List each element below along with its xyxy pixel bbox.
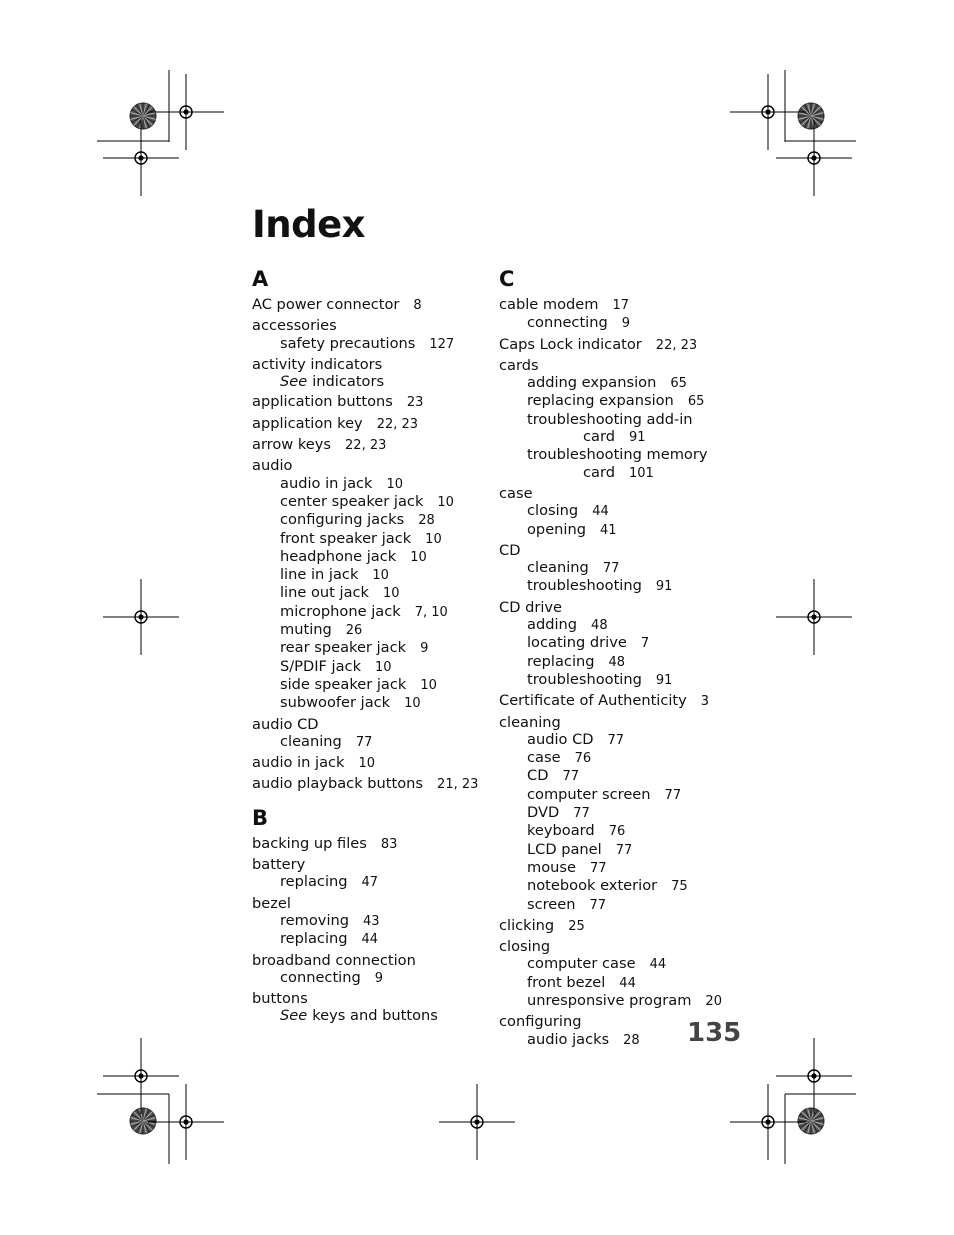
page-reference: 127 (429, 336, 455, 352)
page-reference: 10 (404, 696, 421, 712)
index-entry (252, 895, 487, 912)
page-reference: 10 (425, 531, 442, 547)
index-term: front speaker jack (280, 529, 412, 547)
crop-mark-line (96, 140, 170, 142)
index-term: audio in jack (252, 754, 345, 772)
index-term: cards (499, 356, 539, 374)
index-term: troubleshooting (527, 670, 642, 688)
page-reference: 76 (608, 824, 626, 840)
index-term: cable modem (499, 296, 599, 313)
index-term: adding (527, 616, 578, 634)
page-reference: 7, 10 (414, 604, 448, 620)
index-subentry (252, 639, 487, 657)
page-reference: 10 (372, 568, 389, 584)
page-reference: 10 (437, 494, 454, 510)
index-entry (499, 296, 739, 314)
page-reference: 77 (589, 860, 607, 876)
index-subentry (499, 634, 739, 652)
index-term: buttons (252, 990, 308, 1008)
index-subentry (252, 912, 487, 930)
index-term: front bezel (527, 973, 606, 991)
crop-mark-line (96, 1093, 170, 1095)
index-entry (252, 856, 487, 873)
index-term: computer case (527, 955, 636, 973)
index-subentry (499, 446, 739, 463)
page-reference: 17 (612, 298, 630, 313)
index-subentry (499, 992, 739, 1010)
index-subentry (499, 671, 739, 689)
index-subentry (499, 877, 739, 895)
page-reference: 23 (406, 395, 424, 411)
section-letter: C (499, 267, 515, 291)
index-term: connecting (280, 968, 361, 986)
page-reference: 22, 23 (655, 337, 698, 353)
index-term: Caps Lock indicator (499, 335, 642, 353)
page-reference: 9 (374, 970, 384, 986)
index-entry (252, 296, 487, 314)
page-reference: 26 (345, 623, 363, 639)
see-label: See (280, 373, 308, 391)
page-reference: 44 (361, 932, 379, 948)
index-term: broadband connection (252, 951, 416, 969)
crop-mark-line (784, 140, 857, 142)
page-reference: 77 (573, 806, 590, 822)
page-reference: 77 (589, 897, 607, 913)
index-term: CD (527, 767, 549, 785)
index-subentry (499, 502, 739, 520)
page-reference: 8 (413, 298, 422, 313)
see-reference: keys and buttons (312, 1007, 438, 1025)
index-subentry (252, 873, 487, 891)
page-reference: 77 (664, 787, 682, 803)
index-term: audio CD (527, 730, 594, 748)
index-term: connecting (527, 314, 608, 332)
page-reference: 10 (358, 756, 376, 772)
page-reference: 65 (670, 376, 687, 392)
index-subentry (499, 896, 739, 914)
index-column-right (499, 266, 742, 1049)
index-term: accessories (252, 317, 337, 335)
page-reference: 83 (380, 836, 398, 852)
index-entry (499, 336, 739, 354)
page-reference: 10 (410, 549, 427, 565)
registration-crosshair (776, 1038, 852, 1114)
crop-mark-line (168, 69, 170, 143)
page-reference: 43 (363, 913, 380, 929)
index-term: cleaning (499, 713, 561, 731)
index-entry (499, 692, 739, 710)
index-term: clicking (499, 916, 555, 934)
registration-crosshair (776, 120, 852, 196)
index-term: troubleshooting memory (527, 446, 708, 464)
page-reference: 44 (649, 957, 667, 973)
page-reference: 48 (608, 654, 626, 670)
index-subentry (252, 530, 487, 548)
crop-mark-line (168, 1093, 170, 1165)
index-entry (499, 542, 739, 559)
crop-mark-line (784, 69, 786, 143)
index-entry (252, 356, 487, 373)
page-title: Index (252, 203, 366, 246)
index-entry (252, 990, 487, 1007)
index-entry (252, 457, 487, 474)
page-reference: 77 (355, 734, 373, 750)
section-letter: A (252, 267, 269, 291)
index-subentry (499, 616, 739, 634)
index-term: keyboard (527, 822, 595, 840)
crop-mark-line (784, 1093, 786, 1165)
index-subentry (252, 373, 487, 390)
index-term: audio jacks (527, 1030, 610, 1048)
page-reference: 44 (619, 975, 636, 991)
index-entry (252, 317, 487, 334)
index-term: closing (527, 502, 579, 520)
index-entry (499, 599, 739, 616)
index-term: adding expansion (527, 374, 657, 392)
index-term: audio CD (252, 715, 319, 733)
page-reference: 101 (628, 465, 654, 481)
index-term: AC power connector (252, 296, 400, 313)
page-reference: 9 (420, 641, 429, 657)
index-term: application buttons (252, 393, 393, 411)
index-term: troubleshooting add-in (527, 410, 693, 428)
index-subentry (252, 493, 487, 511)
index-subentry (252, 335, 487, 353)
index-term: case (527, 749, 561, 767)
index-subentry (499, 731, 739, 749)
index-term: replacing (280, 873, 348, 891)
section-letter: B (252, 805, 269, 830)
index-term: configuring (499, 1013, 582, 1031)
index-subentry (499, 521, 739, 539)
index-entry (252, 716, 487, 733)
index-term: safety precautions (280, 334, 416, 352)
page-reference: 76 (574, 751, 592, 767)
index-subentry (252, 511, 487, 529)
see-reference: indicators (312, 373, 385, 391)
index-term: removing (280, 911, 350, 929)
page-reference: 47 (361, 875, 379, 891)
index-subentry (499, 374, 739, 392)
page-reference: 10 (375, 659, 392, 675)
index-subentry (499, 804, 739, 822)
page-reference: 25 (568, 918, 585, 934)
index-entry (252, 415, 487, 433)
page-reference: 10 (386, 476, 404, 492)
see-label: See (280, 1007, 308, 1025)
page-number: 135 (687, 1018, 742, 1048)
index-subentry (252, 566, 487, 584)
index-term: cleaning (527, 559, 589, 577)
index-entry (499, 714, 739, 731)
index-term: closing (499, 938, 551, 956)
page-reference: 91 (628, 430, 646, 446)
index-term: activity indicators (252, 355, 383, 373)
registration-crosshair (439, 1084, 515, 1160)
index-term: battery (252, 856, 306, 874)
index-term: configuring jacks (280, 511, 405, 529)
index-subentry (499, 314, 739, 332)
page-reference: 9 (621, 316, 631, 332)
index-entry (252, 775, 487, 793)
index-subentry (499, 392, 739, 410)
index-term: audio playback buttons (252, 775, 424, 793)
index-subentry (252, 658, 487, 676)
index-entry (499, 938, 739, 955)
index-subentry (252, 621, 487, 639)
index-subentry (252, 969, 487, 987)
index-subentry (252, 694, 487, 712)
index-subentry (499, 974, 739, 992)
index-term: side speaker jack (280, 675, 407, 693)
index-term: backing up files (252, 834, 367, 852)
index-term: screen (527, 895, 576, 913)
page-reference: 77 (602, 561, 620, 577)
index-term: DVD (527, 804, 560, 822)
page-reference: 22, 23 (376, 416, 419, 432)
index-subentry (499, 767, 739, 785)
page-reference: 10 (420, 677, 437, 693)
index-entry (252, 754, 487, 772)
index-subentry (499, 559, 739, 577)
index-subentry (499, 411, 739, 428)
index-entry (252, 436, 487, 454)
index-term: center speaker jack (280, 492, 424, 510)
page-reference: 75 (671, 879, 688, 895)
index-term: rear speaker jack (280, 639, 407, 657)
index-column-left (252, 266, 487, 1025)
page-reference: 44 (592, 504, 609, 520)
index-term: muting (280, 621, 332, 639)
index-term: card (583, 428, 615, 446)
page-reference: 77 (562, 769, 579, 785)
page-reference: 41 (600, 522, 617, 538)
index-term: arrow keys (252, 436, 332, 454)
index-term: audio (252, 457, 293, 475)
index-subentry (499, 464, 739, 482)
index-term: headphone jack (280, 547, 397, 565)
index-term: subwoofer jack (280, 694, 391, 712)
index-term: Certificate of Authenticity (499, 692, 687, 710)
index-term: troubleshooting (527, 577, 642, 595)
page-reference: 91 (655, 672, 673, 688)
index-entry (252, 835, 487, 853)
page-reference: 7 (640, 636, 650, 652)
page-reference: 91 (655, 579, 673, 595)
index-subentry (499, 749, 739, 767)
page-reference: 10 (383, 586, 400, 602)
page-reference: 28 (418, 513, 435, 529)
index-term: line out jack (280, 584, 369, 602)
index-entry (499, 357, 739, 374)
index-subentry (499, 955, 739, 973)
index-entry (252, 393, 487, 411)
index-subentry (252, 584, 487, 602)
index-term: line in jack (280, 566, 359, 584)
index-subentry (252, 603, 487, 621)
index-term: replacing (280, 930, 348, 948)
index-term: replacing (527, 652, 595, 670)
page-reference: 77 (615, 842, 633, 858)
index-term: opening (527, 520, 586, 538)
index-subentry (499, 786, 739, 804)
index-term: application key (252, 414, 363, 432)
index-term: card (583, 463, 615, 481)
index-subentry (252, 676, 487, 694)
index-entry (499, 485, 739, 502)
index-term: bezel (252, 894, 291, 912)
index-subentry (499, 859, 739, 877)
index-term: computer screen (527, 785, 651, 803)
index-term: mouse (527, 858, 576, 876)
index-term: replacing expansion (527, 392, 674, 410)
page-reference: 48 (591, 618, 608, 634)
index-term: case (499, 484, 533, 502)
index-subentry (252, 1007, 487, 1024)
page-reference: 21, 23 (437, 777, 479, 793)
page-reference: 77 (607, 732, 625, 748)
page-reference: 28 (623, 1032, 640, 1048)
index-subentry (499, 428, 739, 446)
index-term: CD drive (499, 598, 562, 616)
index-subentry (252, 733, 487, 751)
index-subentry (499, 841, 739, 859)
index-subentry (499, 822, 739, 840)
index-term: audio in jack (280, 474, 373, 492)
index-subentry (252, 930, 487, 948)
index-term: LCD panel (527, 840, 602, 858)
index-term: unresponsive program (527, 991, 692, 1009)
page-reference: 3 (700, 694, 710, 710)
index-term: locating drive (527, 634, 627, 652)
index-subentry (499, 577, 739, 595)
index-entry (499, 917, 739, 935)
registration-crosshair (776, 579, 852, 655)
index-entry (252, 952, 487, 969)
index-term: microphone jack (280, 602, 401, 620)
index-term: cleaning (280, 732, 342, 750)
index-subentry (252, 548, 487, 566)
index-term: S/PDIF jack (280, 657, 362, 675)
index-subentry (499, 653, 739, 671)
page-reference: 65 (687, 394, 705, 410)
index-term: CD (499, 541, 521, 559)
registration-crosshair (103, 579, 179, 655)
index-term: notebook exterior (527, 877, 658, 895)
crop-mark-line (784, 1093, 857, 1095)
page-reference: 20 (705, 993, 722, 1009)
index-subentry (252, 475, 487, 493)
page-reference: 22, 23 (345, 438, 387, 454)
